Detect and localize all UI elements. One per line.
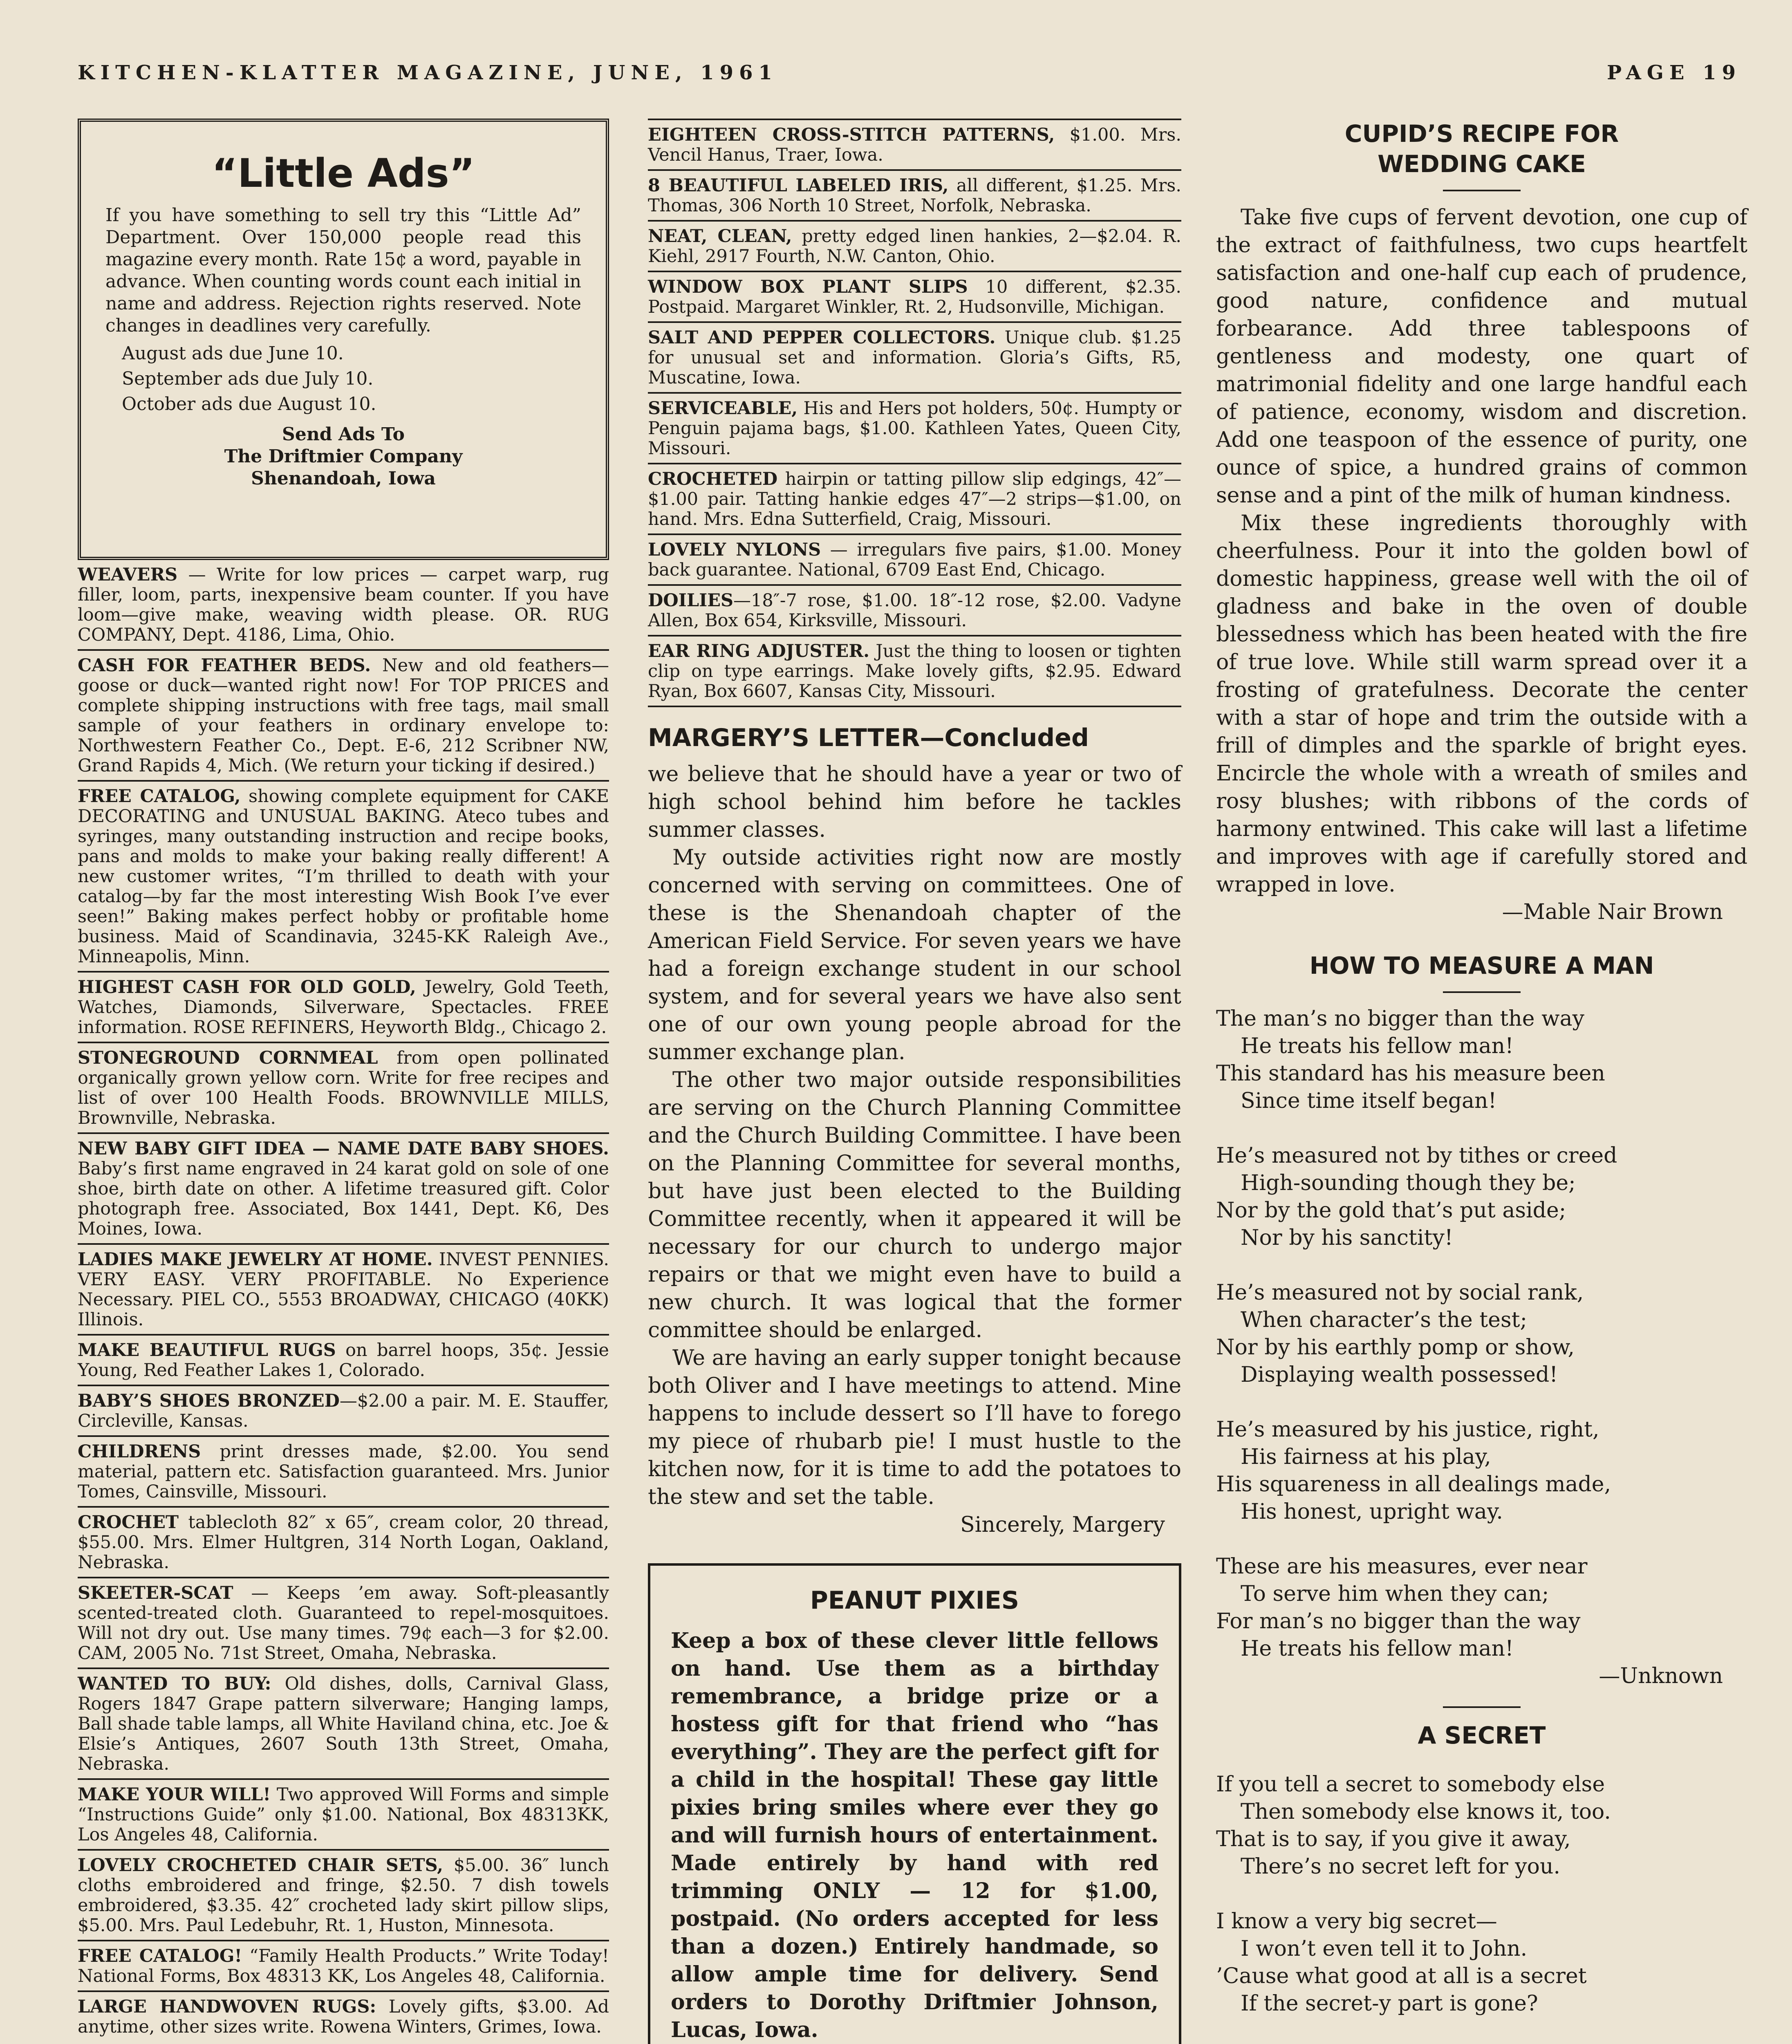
ad-heading: EAR RING ADJUSTER. bbox=[648, 641, 870, 661]
ad-text: Just the thing to loosen or tighten clip on type earrings. Make lovely gifts, $2.95. Edward Ryan, Box 6607, Kansas City, Missouri. bbox=[648, 641, 1181, 702]
classified-ad bbox=[648, 637, 1181, 706]
ad-heading: SALT AND PEPPER COLLECTORS. bbox=[648, 327, 996, 348]
poem-line: Nor by his sanctity! bbox=[1241, 1226, 1453, 1250]
little-ads-intro: If you have something to sell try this “Little Ad” Department. Over 150,000 people read this magazine every month. Rate 15¢ a word, payable in advance. When counting words count each initial in name and address. Rejection rights reserved. Note changes in deadlines very carefully. bbox=[105, 205, 581, 336]
column-3 bbox=[1216, 119, 1747, 2044]
classified-ad bbox=[648, 535, 1181, 586]
ad-heading: FREE CATALOG, bbox=[78, 786, 241, 807]
margery-letter-text: we believe that he should have a year or two of high school behind him before he tackles summer classes. bbox=[648, 762, 1181, 842]
poem-line: Displaying wealth possessed! bbox=[1241, 1363, 1558, 1387]
send-ads-address bbox=[105, 424, 581, 490]
poem-line: His fairness at his play, bbox=[1241, 1445, 1491, 1469]
ad-text: showing complete equipment for CAKE DECORATING and UNUSUAL BAKING. Ateco tubes and syringes, many outstanding instruction and recipe books, pans and molds to make your baking really different! A new customer writes, “I’m thrilled to death with your catalog—by far the most interesting Wish Book I’ve ever seen!” Baking makes perfect hobby or profitable home business. Maid of Scandinavia, 3245-KK Raleigh Ave., Minneapolis, Minn. bbox=[78, 786, 609, 967]
page-number: PAGE 19 bbox=[1607, 61, 1741, 84]
poem-line: To serve him when they can; bbox=[1241, 1582, 1549, 1606]
ad-heading: EIGHTEEN CROSS-STITCH PATTERNS, bbox=[648, 125, 1055, 145]
magazine-title: KITCHEN-KLATTER MAGAZINE, JUNE, 1961 bbox=[78, 61, 778, 84]
classified-ad bbox=[78, 651, 609, 782]
classified-ad bbox=[648, 464, 1181, 535]
classified-ad bbox=[78, 973, 609, 1043]
classified-ad bbox=[78, 1437, 609, 1508]
ad-text: $1.00. Mrs. Vencil Hanus, Traer, Iowa. bbox=[648, 125, 1181, 165]
poem-stanza bbox=[1216, 1771, 1747, 1880]
ad-heading: BABY’S SHOES BRONZED bbox=[78, 1391, 340, 1411]
poem-line: His honest, upright way. bbox=[1241, 1499, 1503, 1524]
classified-ad bbox=[78, 1508, 609, 1578]
poem-line: These are his measures, ever near bbox=[1216, 1554, 1588, 1579]
poem-stanza bbox=[1216, 1005, 1747, 1115]
ad-heading: CROCHET bbox=[78, 1512, 179, 1533]
poem-stanza bbox=[1216, 1279, 1747, 1389]
divider bbox=[1443, 1706, 1521, 1708]
ad-text: —18″-7 rose, $1.00. 18″-12 rose, $2.00. Vadyne Allen, Box 654, Kirksville, Missouri. bbox=[648, 590, 1181, 631]
column-2 bbox=[648, 119, 1181, 2044]
margery-letter-text: The other two major outside responsibilities are serving on the Church Planning Committee and the Church Building Committee. I have been on the Planning Committee for several months, but have just been elected to the Building Committee recently, when it appeared it will be necessary for our church to undergo major repairs or that we might even have to build a new church. It was logical that the former committee should be enlarged. bbox=[648, 1068, 1181, 1342]
margery-letter-text: We are having an early supper tonight because both Oliver and I have meetings to attend. Mine happens to include dessert so I’ll have to forego my piece of rhubarb pie! I must hustle to the kitchen now, for it is time to add the potatoes to the stew and set the table. bbox=[648, 1346, 1181, 1509]
ad-text: Unique club. $1.25 for unusual set and information. Gloria’s Gifts, R5, Muscatine, Iowa. bbox=[648, 327, 1181, 388]
ad-heading: CROCHETED bbox=[648, 469, 778, 489]
ad-heading: WINDOW BOX PLANT SLIPS bbox=[648, 277, 968, 297]
measure-author: —Unknown bbox=[1599, 1664, 1723, 1688]
ad-heading: CASH FOR FEATHER BEDS. bbox=[78, 655, 371, 676]
ad-heading: CHILDRENS bbox=[78, 1441, 201, 1462]
poem-line: ’Cause what good at all is a secret bbox=[1216, 1964, 1587, 1988]
send-line: Shenandoah, Iowa bbox=[251, 468, 436, 489]
poem-stanza bbox=[1216, 1553, 1747, 1663]
little-ads-title: “Little Ads” bbox=[212, 150, 475, 196]
peanut-pixies-title: PEANUT PIXIES bbox=[810, 1586, 1019, 1615]
classified-ad bbox=[648, 323, 1181, 394]
classified-ad bbox=[648, 120, 1181, 171]
poem-line: He’s measured not by social rank, bbox=[1216, 1280, 1584, 1305]
ad-heading: MAKE YOUR WILL! bbox=[78, 1784, 271, 1805]
classified-ad bbox=[648, 171, 1181, 222]
send-line: The Driftmier Company bbox=[224, 446, 463, 467]
classified-ad bbox=[78, 1336, 609, 1386]
poem-line: For man’s no bigger than the way bbox=[1216, 1609, 1581, 1634]
ad-text: tablecloth 82″ x 65″, cream color, 20 thread, $55.00. Mrs. Elmer Hultgren, 314 North Logan, Oakland, Nebraska. bbox=[78, 1512, 609, 1573]
divider bbox=[1443, 991, 1521, 993]
cupid-title-line: WEDDING CAKE bbox=[1378, 150, 1586, 178]
ad-text: pretty edged linen hankies, 2—$2.04. R. Kiehl, 2917 Fourth, N.W. Canton, Ohio. bbox=[648, 226, 1181, 267]
measure-poem bbox=[1216, 1005, 1747, 1663]
ad-heading: HIGHEST CASH FOR OLD GOLD, bbox=[78, 977, 416, 997]
poem-line: High-sounding though they be; bbox=[1241, 1171, 1576, 1195]
poem-line: Nor by his earthly pomp or show, bbox=[1216, 1335, 1575, 1360]
ad-text: Jewelry, Gold Teeth, Watches, Diamonds, Silverware, Spectacles. FREE information. ROSE REFINERS, Heyworth Bldg., Chicago 2. bbox=[78, 977, 609, 1038]
margery-letter-title: MARGERY’S LETTER—Concluded bbox=[648, 724, 1089, 752]
ad-text: INVEST PENNIES. VERY EASY. VERY PROFITABLE. No Experience Necessary. PIEL CO., 5553 BROADWAY, CHICAGO (40KK) Illinois. bbox=[78, 1249, 609, 1330]
ad-text: Two approved Will Forms and simple “Instructions Guide” only $1.00. National, Box 48313KK, Los Angeles 48, California. bbox=[78, 1784, 609, 1845]
secret-poem bbox=[1216, 1771, 1747, 2044]
ad-heading: NEAT, CLEAN, bbox=[648, 226, 792, 247]
ad-text: — Keeps ’em away. Soft-pleasantly scented-treated cloth. Guaranteed to repel-mosquitoes. Will not dry out. Use many times. 79¢ each—3 for $2.00. CAM, 2005 No. 71st Street, Omaha, Nebraska. bbox=[78, 1583, 609, 1663]
divider bbox=[1443, 190, 1521, 191]
cupid-title-line: CUPID’S RECIPE FOR bbox=[1344, 120, 1619, 148]
ad-text: all different, $1.25. Mrs. Thomas, 306 North 10 Street, Norfolk, Nebraska. bbox=[648, 175, 1181, 216]
ad-text: Baby’s first name engraved in 24 karat gold on sole of one shoe, birth date on other. A lifetime treasured gift. Color photograph free. Associated, Box 1441, Dept. K6, Des Moines, Iowa. bbox=[78, 1159, 609, 1239]
secret-title: A SECRET bbox=[1418, 1721, 1546, 1749]
poem-line: His squareness in all dealings made, bbox=[1216, 1472, 1611, 1497]
ad-heading: LADIES MAKE JEWELRY AT HOME. bbox=[78, 1249, 433, 1270]
classified-ad bbox=[78, 1386, 609, 1437]
poem-line: Nor by the gold that’s put aside; bbox=[1216, 1198, 1566, 1223]
classified-ad bbox=[78, 1043, 609, 1134]
poem-stanza bbox=[1216, 1416, 1747, 1526]
classified-ad bbox=[648, 272, 1181, 323]
ad-text: His and Hers pot holders, 50¢. Humpty or Penguin pajama bags, $1.00. Kathleen Yates, Queen City, Missouri. bbox=[648, 398, 1181, 459]
poem-line: This standard has his measure been bbox=[1216, 1061, 1605, 1086]
poem-line: Since time itself began! bbox=[1241, 1089, 1497, 1113]
ad-heading: LOVELY CROCHETED CHAIR SETS, bbox=[78, 1855, 444, 1876]
ad-heading: WANTED TO BUY: bbox=[78, 1674, 271, 1694]
cupid-recipe-text: Take five cups of fervent devotion, one cup of the extract of faithfulness, two cups heartfelt satisfaction and one-half cup each of prudence, good nature, confidence and mutual forbearance. Add three tablespoons of gentleness and modesty, one quart of matrimonial fidelity and one large handful each of patience, economy, wisdom and discretion. Add one teaspoon of the essence of purity, one ounce of spice, a hundred grains of common sense and a pint of the milk of human kindness. bbox=[1216, 205, 1747, 508]
poem-stanza bbox=[1216, 1908, 1747, 2017]
ad-heading: DOILIES bbox=[648, 590, 734, 611]
cupid-recipe-text: Mix these ingredients thoroughly with cheerfulness. Pour it into the golden bowl of domestic happiness, grease well with the oil of gladness and bake in the oven of double blessedness which has been heated with the fire of true love. While still warm spread over it a frosting of gratefulness. Decorate the center with a star of hope and trim the outside with a frill of dimples and the sparkle of bright eyes. Encircle the whole with a wreath of smiles and rosy blushes; with ribbons of the cords of harmony entwined. This cake will last a lifetime and improves with age if carefully stored and wrapped in love. bbox=[1216, 511, 1747, 897]
ad-heading: 8 BEAUTIFUL LABELED IRIS, bbox=[648, 175, 949, 196]
poem-line: If the secret-y part is gone? bbox=[1241, 1991, 1538, 2016]
classified-ad bbox=[78, 1941, 609, 1992]
poem-line: The man’s no bigger than the way bbox=[1216, 1006, 1584, 1031]
classified-ad bbox=[78, 1992, 609, 2041]
ad-text: — irregulars five pairs, $1.00. Money back guarantee. National, 6709 East End, Chicago. bbox=[648, 540, 1182, 580]
deadline-list bbox=[122, 341, 581, 417]
classified-ads-list-1 bbox=[78, 560, 609, 2041]
ad-heading: LOVELY NYLONS bbox=[648, 540, 821, 560]
deadline-item: October ads due August 10. bbox=[122, 394, 376, 415]
peanut-pixies-box bbox=[648, 1563, 1181, 2044]
ad-text: — Write for low prices — carpet warp, rug filler, loom, parts, inexpensive beam counter. If you have loom—give make, weaving width please. OR. RUG COMPANY, Dept. 4186, Lima, Ohio. bbox=[78, 565, 609, 645]
ad-text: hairpin or tatting pillow slip edgings, 42″—$1.00 pair. Tatting hankie edges 47″—2 strips—$1.00, on hand. Mrs. Edna Sutterfield, Craig, Missouri. bbox=[648, 469, 1181, 529]
poem-line: He treats his fellow man! bbox=[1241, 1636, 1514, 1661]
ad-heading: STONEGROUND CORNMEAL bbox=[78, 1048, 378, 1068]
ad-text: New and old feathers—goose or duck—wanted right now! For TOP PRICES and complete shipping instructions with free tags, mail small sample of your feathers in ordinary envelope to: Northwestern Feather Co., Dept. E-6, 212 Scribner NW, Grand Rapids 4, Mich. (We return your ticking if desired.) bbox=[78, 655, 609, 776]
classified-ad bbox=[78, 560, 609, 651]
ad-text: Lovely gifts, $3.00. Ad anytime, other sizes write. Rowena Winters, Grimes, Iowa. bbox=[78, 1997, 609, 2037]
classified-ad bbox=[78, 1851, 609, 1941]
ad-heading: NEW BABY GIFT IDEA — NAME DATE BABY SHOES. bbox=[78, 1139, 609, 1159]
classified-ad bbox=[78, 1134, 609, 1245]
poem-line: He treats his fellow man! bbox=[1241, 1034, 1514, 1058]
ad-heading: SERVICEABLE, bbox=[648, 398, 798, 419]
poem-line: I won’t even tell it to John. bbox=[1241, 1936, 1528, 1961]
poem-line: If you tell a secret to somebody else bbox=[1216, 1772, 1605, 1797]
poem-stanza bbox=[1216, 1142, 1747, 1252]
classified-ad bbox=[78, 1245, 609, 1336]
poem-line: There’s no secret left for you. bbox=[1241, 1854, 1561, 1879]
send-line: Send Ads To bbox=[282, 424, 405, 445]
poem-line: I know a very big secret— bbox=[1216, 1909, 1497, 1934]
cupid-title bbox=[1216, 119, 1747, 179]
margery-letter-text: My outside activities right now are mostly concerned with serving on committees. One of these is the Shenandoah chapter of the American Field Service. For seven years we have had a foreign exchange student in our school system, and for several years we have also sent one of our own young people abroad for the summer exchange plan. bbox=[648, 845, 1181, 1065]
ad-text: Old dishes, dolls, Carnival Glass, Rogers 1847 Grape pattern silverware; Hanging lamps, Ball shade table lamps, all White Haviland china, etc. Joe & Elsie’s Antiques, 2607 South 13th Street, Omaha, Nebraska. bbox=[78, 1674, 609, 1774]
ad-heading: SKEETER-SCAT bbox=[78, 1583, 233, 1603]
little-ads-box bbox=[78, 119, 609, 560]
classified-ad bbox=[648, 586, 1181, 637]
column-1 bbox=[78, 119, 609, 2041]
ad-heading: LARGE HANDWOVEN RUGS: bbox=[78, 1997, 376, 2017]
classified-ad bbox=[78, 1780, 609, 1851]
ad-text: 10 different, $2.35. Postpaid. Margaret Winkler, Rt. 2, Hudsonville, Michigan. bbox=[648, 277, 1181, 317]
classified-ad bbox=[78, 782, 609, 973]
margery-signoff: Sincerely, Margery bbox=[960, 1513, 1165, 1537]
poem-line: Then somebody else knows it, too. bbox=[1241, 1800, 1611, 1824]
poem-line: He’s measured by his justice, right, bbox=[1216, 1417, 1599, 1442]
ad-text: “Family Health Products.” Write Today! National Forms, Box 48313 KK, Los Angeles 48, California. bbox=[78, 1946, 609, 1986]
ad-text: from open pollinated organically grown yellow corn. Write for free recipes and list of over 100 Health Foods. BROWNVILLE MILLS, Brownville, Nebraska. bbox=[78, 1048, 609, 1128]
ad-heading: FREE CATALOG! bbox=[78, 1946, 242, 1966]
deadline-item: September ads due July 10. bbox=[122, 368, 374, 389]
classified-ad bbox=[648, 394, 1181, 464]
cupid-author: —Mable Nair Brown bbox=[1502, 900, 1723, 924]
ad-text: $5.00. 36″ lunch cloths embroidered and fringe, $2.50. 7 dish towels embroidered, $3.35. 42″ crocheted lady skirt pillow slips, $5.00. Mrs. Paul Ledebuhr, Rt. 1, Huston, Minnesota. bbox=[78, 1855, 609, 1936]
deadline-item: August ads due June 10. bbox=[122, 343, 344, 364]
poem-line: He’s measured not by tithes or creed bbox=[1216, 1143, 1617, 1168]
classified-ad bbox=[648, 222, 1181, 272]
poem-line: When character’s the test; bbox=[1241, 1308, 1528, 1332]
ad-text: on barrel hoops, 35¢. Jessie Young, Red Feather Lakes 1, Colorado. bbox=[78, 1340, 609, 1381]
peanut-pixies-text: Keep a box of these clever little fellows on hand. Use them as a birthday remembrance, a bridge prize or a hostess gift for that friend who “has everything”. They are the perfect gift for a child in the hospital! These gay little pixies bring smiles where ever they go and will furnish hours of entertainment. Made entirely by hand with red trimming ONLY — 12 for $1.00, postpaid. (No orders accepted for less than a dozen.) Entirely handmade, so allow ample time for delivery. Send orders to Dorothy Driftmier Johnson, Lucas, Iowa. bbox=[671, 1628, 1158, 2042]
ad-text: print dresses made, $2.00. You send material, pattern etc. Satisfaction guaranteed. Mrs. Junior Tomes, Cainsville, Missouri. bbox=[78, 1441, 609, 1502]
measure-title: HOW TO MEASURE A MAN bbox=[1309, 952, 1654, 979]
classified-ad bbox=[78, 1578, 609, 1669]
classified-ads-list-2 bbox=[648, 119, 1181, 707]
ad-heading: MAKE BEAUTIFUL RUGS bbox=[78, 1340, 336, 1360]
ad-text: —$2.00 a pair. M. E. Stauffer, Circleville, Kansas. bbox=[78, 1391, 609, 1431]
ad-heading: WEAVERS bbox=[78, 565, 178, 585]
classified-ad bbox=[78, 1669, 609, 1780]
poem-line: That is to say, if you give it away, bbox=[1216, 1827, 1571, 1851]
page-header bbox=[78, 61, 1741, 94]
